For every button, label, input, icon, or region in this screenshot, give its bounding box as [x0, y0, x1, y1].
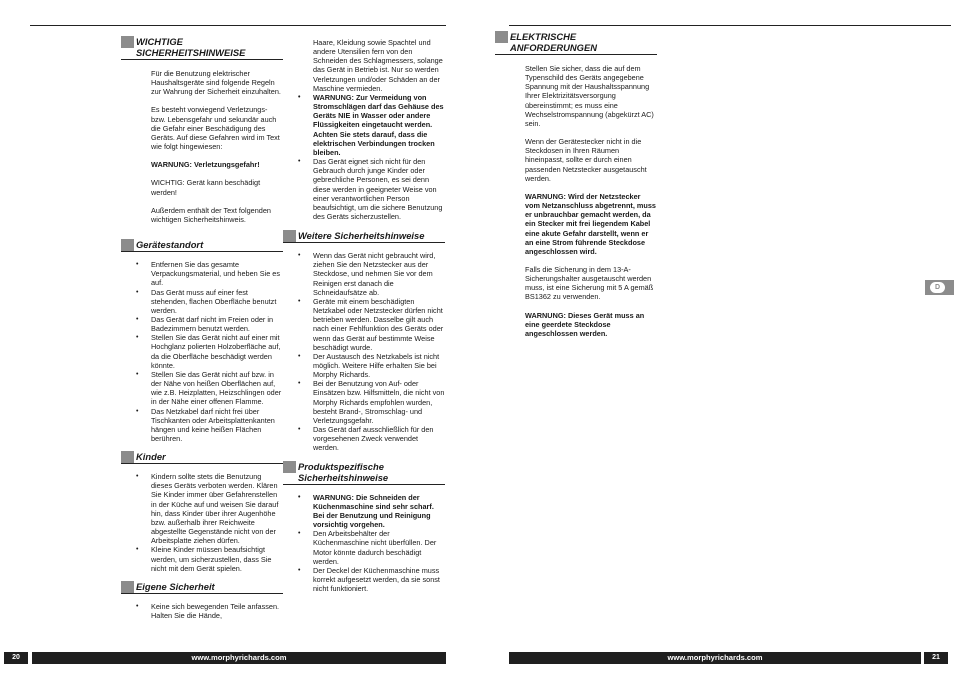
- bullet-list: [136, 260, 283, 443]
- warning-text: WARNUNG: Wird der Netzstecker vom Netzanschluss abgetrennt, muss er unbrauchbar gemacht werden, da ein Stecker mit frei liegendem Kabel eine akute Gefahr darstellt, wenn er an eine Strom führende Steckdose angeschlossen wird.: [525, 191, 656, 256]
- heading-marker-icon: [283, 230, 296, 242]
- left-column-2: [298, 38, 445, 601]
- list-item: • Kindern sollte stets die Benutzung dieses Geräts verboten werden. Klären Sie Kinder immer über Gefahrenstellen in der Küche auf und weisen Sie darauf hin, dass Kinder über ihrer Augenhöhe bzw. außerhalb ihrer Reichweite abgestellte Gegenstände nicht von der Arbeitsplatte ziehen dürfen.: [136, 472, 283, 545]
- heading-marker-icon: [121, 36, 134, 48]
- heading-marker-icon: [121, 239, 134, 251]
- section-heading-children: [121, 451, 283, 464]
- list-item: • Das Gerät eignet sich nicht für den Gebrauch durch junge Kinder oder gebrechliche Personen, es sei denn diese werden in geeigneter Weise von einer verantwortlichen Person beaufsichtigt, um die sichere Benutzung des Geräts sicherzustellen.: [298, 157, 445, 221]
- list-item: • Der Deckel der Küchenmaschine muss korrekt aufgesetzt werden, da sie sonst nicht funktioniert.: [298, 566, 445, 593]
- section-title: Kinder: [136, 451, 166, 463]
- warning-list-item: • WARNUNG: Zur Vermeidung von Stromschlägen darf das Gehäuse des Geräts NIE in Wasser oder andere Flüssigkeiten eingetaucht werden. Achten Sie stets darauf, dass die elektrischen Verbindungen trocken bleiben.: [298, 93, 445, 157]
- paragraph: Außerdem enthält der Text folgenden wichtigen Sicherheitshinweis.: [151, 205, 271, 224]
- warning-list-item: • WARNUNG: Die Schneiden der Küchenmaschine sind sehr scharf. Bei der Benutzung und Reinigung vorsichtig vorgehen.: [298, 493, 445, 530]
- page-number-right: 21: [924, 652, 948, 664]
- page-number-left: 20: [4, 652, 28, 664]
- list-item: • Das Gerät muss auf einer fest stehenden, flachen Oberfläche benutzt werden.: [136, 288, 283, 315]
- paragraph: Falls die Sicherung in dem 13-A-Sicherungshalter ausgetauscht werden muss, ist eine Sicherung mit 5 A gemäß BS1362 zu verwenden.: [525, 264, 654, 302]
- heading-marker-icon: [121, 451, 134, 463]
- section-heading-important-safety: [121, 36, 283, 60]
- paragraph: Für die Benutzung elektrischer Haushaltsgeräte sind folgende Regeln zur Wahrung der Sicherheit einzuhalten.: [151, 69, 281, 97]
- paragraph: Stellen Sie sicher, dass die auf dem Typenschild des Geräts angegebene Spannung mit der Haushaltsspannung Ihrer Elektrizitätsversorgung übereinstimmt; es muss eine Wechselstromspannung (abgekürzt AC) sein.: [525, 64, 654, 128]
- list-item: • Kleine Kinder müssen beaufsichtigt werden, um sicherzustellen, dass Sie nicht mit dem Gerät spielen.: [136, 545, 283, 572]
- section-title: Gerätestandort: [136, 239, 204, 251]
- warning-text: WARNUNG: Dieses Gerät muss an eine geerdete Steckdose angeschlossen werden.: [525, 310, 645, 338]
- paragraph: WICHTIG: Gerät kann beschädigt werden!: [151, 178, 261, 197]
- section-heading-location: [121, 239, 283, 252]
- list-item: • Der Austausch des Netzkabels ist nicht möglich. Weitere Hilfe erhalten Sie bei Morphy Richards.: [298, 352, 445, 379]
- section-title: Weitere Sicherheitshinweise: [298, 230, 425, 242]
- footer-url-left: www.morphyrichards.com: [32, 652, 446, 664]
- list-item: • Stellen Sie das Gerät nicht auf einer mit Hochglanz polierten Holzoberfläche auf, da die Oberfläche beschädigt werden könnte.: [136, 333, 283, 370]
- bullet-list: [298, 93, 445, 221]
- list-item: • Entfernen Sie das gesamte Verpackungsmaterial, und heben Sie es auf.: [136, 260, 283, 287]
- list-item: • Keine sich bewegenden Teile anfassen. Halten Sie die Hände,: [136, 602, 283, 620]
- list-item: • Geräte mit einem beschädigten Netzkabel oder Netzstecker dürfen nicht betrieben werden. Dasselbe gilt auch nach einer Fehlfunktion des Geräts oder wenn das Gerät auf bestimmte Weise beschädigt wurde.: [298, 297, 445, 352]
- list-item: • Das Gerät darf ausschließlich für den vorgesehenen Zweck verwendet werden.: [298, 425, 445, 452]
- section-heading-personal-safety: [121, 581, 283, 594]
- section-body: [136, 69, 283, 224]
- list-item: • Stellen Sie das Gerät nicht auf bzw. in der Nähe von heißen Oberflächen auf, wie z.B. Heizplatten, Heizschlingen oder in der Nähe einer offenen Flamme.: [136, 370, 283, 407]
- section-title: ELEKTRISCHE ANFORDERUNGEN: [510, 31, 597, 53]
- continued-text: [298, 38, 445, 93]
- bullet-list: [136, 602, 283, 620]
- bullet-list: [298, 493, 445, 594]
- list-item: • Wenn das Gerät nicht gebraucht wird, ziehen Sie den Netzstecker aus der Steckdose, und nehmen Sie vor dem Reinigen erst danach die Schneidaufsätze ab.: [298, 251, 445, 297]
- section-title: Eigene Sicherheit: [136, 580, 215, 592]
- section-heading-electrical: [495, 31, 657, 55]
- heading-marker-icon: [283, 461, 296, 473]
- paragraph: Haare, Kleidung sowie Spachtel und andere Utensilien fern von den Schneiden des Schlagmessers, solange das Gerät in Betrieb ist. Nur so werden Verletzungen und/oder Schäden an der Maschine vermieden.: [313, 38, 443, 93]
- heading-marker-icon: [121, 581, 134, 593]
- list-item: • Bei der Benutzung von Auf- oder Einsätzen bzw. Hilfsmitteln, die nicht von Morphy Richards empfohlen wurden, besteht Brand-, Stromschlag- und Verletzungsgefahr.: [298, 379, 445, 425]
- section-heading-further-safety: [283, 230, 445, 243]
- section-heading-product-safety: [283, 461, 445, 485]
- paragraph: Es besteht vorwiegend Verletzungs- bzw. Lebensgefahr und sekundär auch die Gefahr einer Beschädigung des Geräts. Auf diese Gefahren wird im Text wie folgt hingewiesen:: [151, 105, 280, 152]
- warning-text: WARNUNG: Verletzungsgefahr!: [151, 160, 260, 170]
- section-title: WICHTIGE SICHERHEITSHINWEISE: [136, 36, 246, 58]
- heading-marker-icon: [495, 31, 508, 43]
- section-body: [510, 64, 657, 338]
- language-tab-label: D: [930, 282, 945, 293]
- left-column-1: [136, 36, 283, 628]
- footer-url-right: www.morphyrichards.com: [509, 652, 921, 664]
- list-item: • Den Arbeitsbehälter der Küchenmaschine nicht überfüllen. Der Motor könnte dadurch beschädigt werden.: [298, 529, 445, 566]
- list-item: • Das Gerät darf nicht im Freien oder in Badezimmern benutzt werden.: [136, 315, 283, 333]
- language-tab: [925, 280, 954, 295]
- top-rule-left: [30, 25, 446, 26]
- bullet-list: [298, 251, 445, 452]
- list-item: • Das Netzkabel darf nicht frei über Tischkanten oder Arbeitsplattenkanten hängen und keine heißen Flächen berühren.: [136, 407, 283, 444]
- bullet-list: [136, 472, 283, 573]
- section-title: Produktspezifische Sicherheitshinweise: [298, 460, 389, 483]
- paragraph: Wenn der Gerätestecker nicht in die Steckdosen in Ihren Räumen hineinpasst, sollte er durch einen passenden Netzstecker ausgetauscht werden.: [525, 137, 647, 183]
- top-rule-right: [509, 25, 951, 26]
- right-column: [510, 31, 657, 347]
